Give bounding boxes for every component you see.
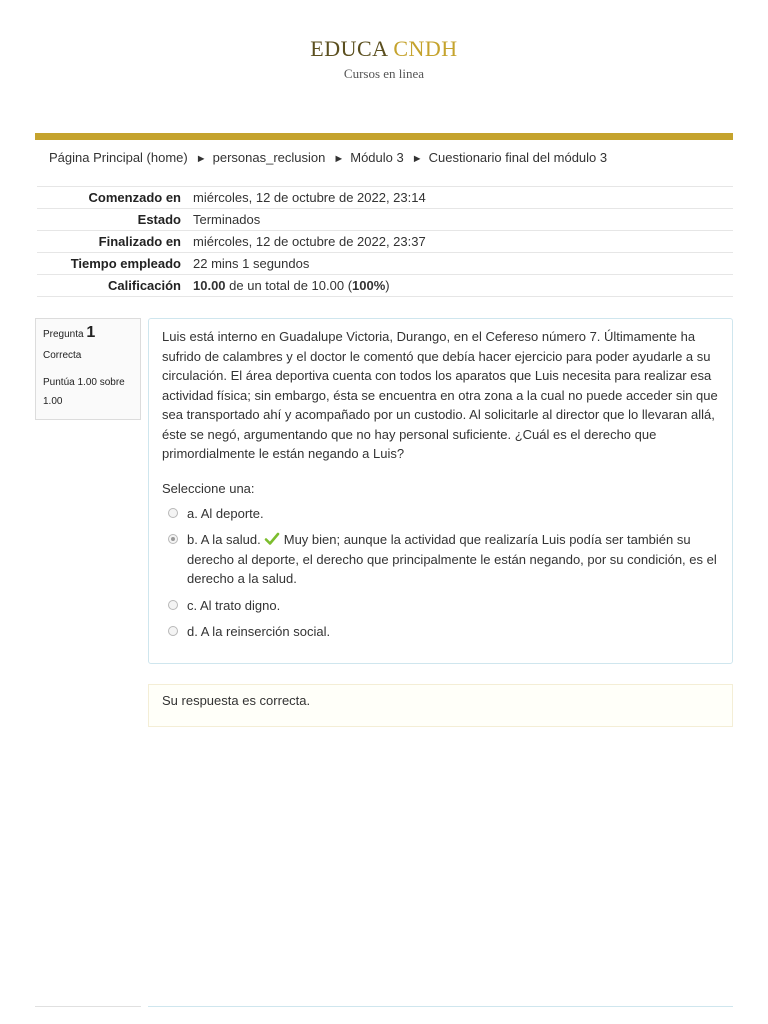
answer-specific-feedback: Muy bien; aunque la actividad que realizaría Luis podía ser también su derecho al deporte, el derecho que principalmente le están negando, por su condición, es el derecho a la salud. bbox=[187, 532, 717, 586]
answer-label-b: b. A la salud. bbox=[187, 532, 261, 547]
attempt-summary-table bbox=[37, 186, 733, 297]
grade-close: ) bbox=[385, 278, 390, 293]
answer-label-c: c. Al trato digno. bbox=[187, 597, 281, 613]
check-icon bbox=[264, 532, 280, 546]
summary-value-started: miércoles, 12 de octubre de 2022, 23:14 bbox=[193, 187, 733, 209]
radio-button-a[interactable] bbox=[168, 508, 178, 518]
grade-percent: 100% bbox=[352, 278, 386, 293]
radio-button-b[interactable] bbox=[168, 534, 178, 544]
answer-option-c[interactable] bbox=[162, 596, 719, 616]
summary-label-started: Comenzado en bbox=[37, 187, 193, 209]
answer-option-a[interactable] bbox=[162, 504, 719, 524]
table-row bbox=[37, 209, 733, 231]
question-number bbox=[43, 324, 133, 342]
summary-label-grade: Calificación bbox=[37, 275, 193, 297]
summary-value-time: 22 mins 1 segundos bbox=[193, 253, 733, 275]
next-question-content-edge bbox=[148, 1006, 733, 1007]
breadcrumb-module[interactable]: Módulo 3 bbox=[350, 150, 404, 165]
grade-total: de un total de 10.00 ( bbox=[225, 278, 353, 293]
site-title-educa: EDUCA bbox=[310, 36, 388, 61]
answer-prompt: Seleccione una: bbox=[162, 480, 255, 496]
breadcrumb-course[interactable]: personas_reclusion bbox=[212, 150, 326, 165]
summary-value-finished: miércoles, 12 de octubre de 2022, 23:37 bbox=[193, 231, 733, 253]
feedback-text: Su respuesta es correcta. bbox=[162, 693, 311, 708]
radio-button-d[interactable] bbox=[168, 626, 178, 636]
answer-label-d: d. A la reinserción social. bbox=[187, 624, 331, 639]
site-title[interactable] bbox=[0, 36, 768, 62]
question-info-box bbox=[35, 318, 141, 420]
header-divider bbox=[35, 133, 733, 140]
summary-value-grade bbox=[193, 275, 733, 297]
question-state: Correcta bbox=[43, 350, 82, 361]
table-row bbox=[37, 253, 733, 275]
answer-label-a: a. Al deporte. bbox=[187, 505, 264, 521]
answer-option-b[interactable] bbox=[162, 530, 719, 589]
table-row bbox=[37, 231, 733, 253]
table-row bbox=[37, 275, 733, 297]
site-subtitle: Cursos en linea bbox=[343, 66, 425, 81]
grade-score: 10.00 bbox=[193, 278, 226, 293]
site-header bbox=[0, 36, 768, 82]
question-grade: Puntúa 1.00 sobre 1.00 bbox=[43, 377, 125, 407]
question-text: Luis está interno en Guadalupe Victoria, Durango, en el Cefereso número 7. Últimamente ha sufrido de calambres y el doctor le comentó que debía hacer ejercicio para poder ayudarle a su circulación. El área deportiva cuenta con todos los aparatos que Luis necesita para realizar esa actividad física; sin embargo, ésta se encuentra en otra zona a la cual no puede acceder sin que sea transportado ahí y acompañado por un custodio. Al solicitarle al director que lo llevaran allá, éste se negó, argumentando que no hay personal suficiente. ¿Cuál es el derecho que primordialmente le están negando a Luis? bbox=[162, 329, 718, 461]
radio-button-c[interactable] bbox=[168, 600, 178, 610]
question-content bbox=[148, 318, 733, 664]
summary-label-state: Estado bbox=[37, 209, 193, 231]
general-feedback bbox=[148, 684, 733, 727]
question-number-label: Pregunta bbox=[43, 329, 84, 340]
site-title-cndh: CNDH bbox=[393, 36, 458, 61]
breadcrumb-separator-icon: ► bbox=[411, 153, 423, 165]
next-question-info-edge bbox=[35, 1006, 141, 1007]
summary-label-finished: Finalizado en bbox=[37, 231, 193, 253]
breadcrumb-separator-icon: ► bbox=[195, 153, 207, 165]
breadcrumb bbox=[49, 150, 607, 165]
summary-label-time: Tiempo empleado bbox=[37, 253, 193, 275]
answer-option-d[interactable] bbox=[162, 622, 719, 642]
breadcrumb-quiz[interactable]: Cuestionario final del módulo 3 bbox=[428, 150, 608, 165]
answer-list bbox=[162, 504, 719, 642]
summary-value-state: Terminados bbox=[193, 209, 733, 231]
question-number-value: 1 bbox=[86, 324, 96, 341]
table-row bbox=[37, 187, 733, 209]
breadcrumb-home[interactable]: Página Principal (home) bbox=[49, 150, 188, 165]
breadcrumb-separator-icon: ► bbox=[333, 153, 345, 165]
